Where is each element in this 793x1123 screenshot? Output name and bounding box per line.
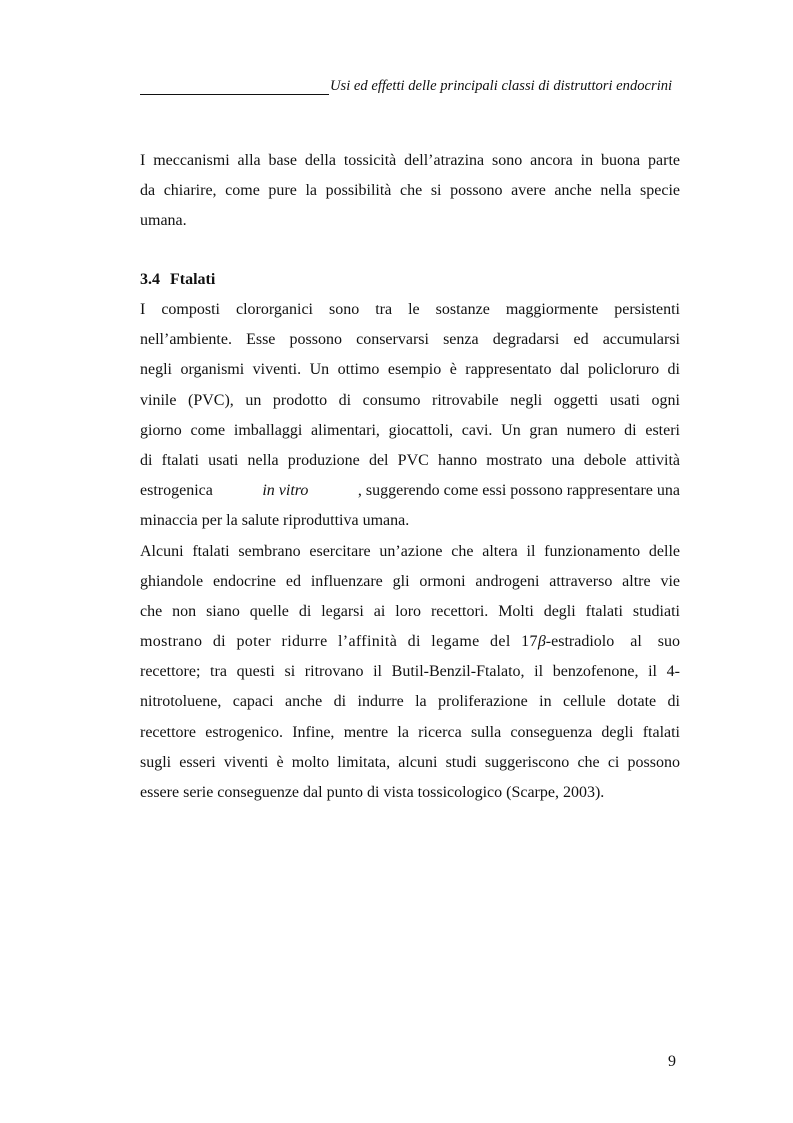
italic-term: in vitro (262, 482, 309, 500)
body-line-12-start: mostrano di poter ridurre l’affinità di legame del 17 (140, 633, 538, 651)
beta-symbol: β (537, 633, 546, 651)
body-line-13: recettore; tra questi si ritrovano il Butil-Benzil-Ftalato, il benzofenone, il 4- (140, 663, 680, 681)
body-line-7-end: , suggerendo come essi possono rappresentare una (357, 482, 680, 500)
body-line-16: sugli esseri viventi è molto limitata, alcuni studi suggeriscono che ci possono (140, 753, 680, 771)
body-line-15: recettore estrogenico. Infine, mentre la ricerca sulla conseguenza degli ftalati (140, 723, 680, 741)
intro-line-1: I meccanismi alla base della tossicità dell’atrazina sono ancora in buona parte (140, 152, 680, 169)
section-title: Ftalati (170, 271, 216, 288)
section-heading (140, 267, 215, 293)
page-number: 9 (668, 1053, 676, 1070)
running-header (140, 78, 676, 100)
intro-line-3: umana. (140, 212, 187, 230)
body-line-6: di ftalati usati nella produzione del PVC hanno mostrato una debole attività (140, 451, 680, 469)
body-line-5: giorno come imballaggi alimentari, giocattoli, cavi. Un gran numero di esteri (140, 421, 680, 439)
body-line-8: minaccia per la salute riproduttiva umana. (140, 512, 410, 530)
body-line-9: Alcuni ftalati sembrano esercitare un’azione che altera il funzionamento delle (140, 542, 680, 560)
body-line-4: vinile (PVC), un prodotto di consumo ritrovabile negli oggetti usati ogni (140, 391, 680, 409)
intro-paragraph (140, 146, 680, 237)
header-rule (140, 94, 329, 95)
body-line-14: nitrotoluene, capaci anche di indurre la proliferazione in cellule dotate di (140, 693, 680, 711)
body-line-2: nell’ambiente. Esse possono conservarsi senza degradarsi ed accumularsi (140, 331, 680, 349)
section-number: 3.4 (140, 271, 160, 288)
body-line-3: negli organismi viventi. Un ottimo esempio è rappresentato dal policloruro di (140, 361, 680, 379)
body-line-7 (140, 476, 680, 506)
body-line-7-start: estrogenica (140, 482, 213, 500)
body-line-12 (140, 627, 680, 657)
running-title: Usi ed effetti delle principali classi di distruttori endocrini (330, 78, 673, 94)
body-line-10: ghiandole endocrine ed influenzare gli ormoni androgeni attraverso altre vie (140, 572, 680, 590)
body-line-12-end: -estradiolo al suo (545, 633, 680, 651)
body-line-1: I composti clororganici sono tra le sostanze maggiormente persistenti (140, 301, 680, 318)
body-line-17: essere serie conseguenze dal punto di vista tossicologico (Scarpe, 2003). (140, 784, 605, 801)
body-line-11: che non siano quelle di legarsi ai loro recettori. Molti degli ftalati studiati (140, 602, 680, 620)
intro-line-2: da chiarire, come pure la possibilità che si possono avere anche nella specie (140, 182, 680, 200)
section-body (140, 295, 680, 808)
